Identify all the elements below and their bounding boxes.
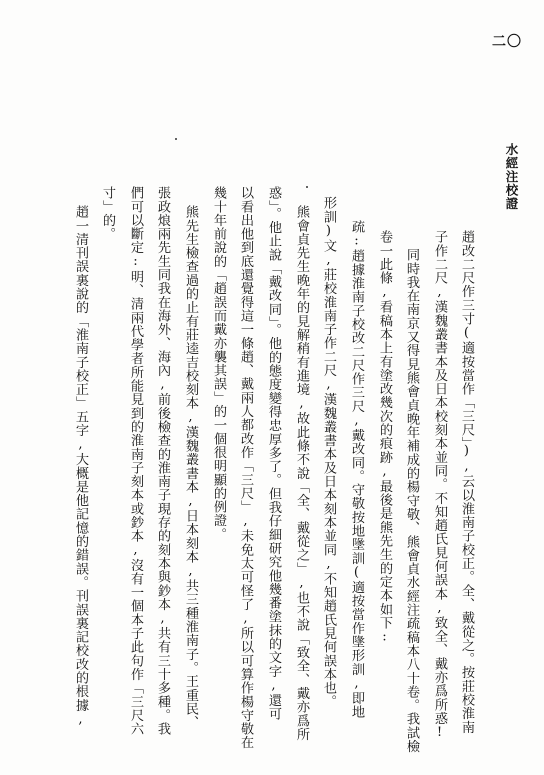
text-column: 以看出他到底還覺得這一條趙、戴兩人都改作「三尺」,未免太可怪了,所以可算作楊守敬在 — [238, 186, 253, 750]
text-column: 形訓)文,莊校淮南子作二尺,漢魏叢書本及日本刻本並同,不知趙氏見何誤本也。 — [321, 196, 336, 709]
text-column: 趙一清刊誤裏說的「淮南子校正」五字,大概是他記憶的錯誤。刊誤裏記校改的根據, — [73, 205, 88, 728]
scan-speck — [306, 186, 308, 188]
text-column: 張政烺兩先生同我在海外、海內,前後檢查的淮南子現存的刻本與鈔本,共有三十多種。我 — [155, 186, 170, 736]
text-column: 幾十年前說的「趙誤而戴亦襲其誤」的一個很明顯的例證。 — [211, 186, 226, 541]
text-column: 們可以斷定:明、清兩代學者所能見到的淮南子刻本或鈔本,沒有一個本子此句作「三尺六 — [128, 186, 143, 736]
scan-speck — [175, 138, 177, 140]
text-column: 子作二尺,漢魏叢書本及日本校刻本並同。不知趙氏見何誤本,致全、戴亦爲所惑! — [432, 230, 447, 741]
text-column: 同時我在南京又得見熊會貞晚年補成的楊守敬、熊會貞水經注疏稿本八十卷。我試檢 — [404, 248, 419, 754]
text-column: 趙改二尺作三寸(適按當作「三尺」),云以淮南子校正。全、戴從之。按莊校淮南 — [459, 230, 474, 734]
running-header-title: 水經注校證 — [504, 143, 519, 211]
text-column: 熊先生檢查過的止有莊逵吉校刻本,漢魏叢書本,日本刻本,共三種淮南子。王重民、 — [183, 205, 198, 730]
text-column: 惑」。他止說「戴改同」。他的態度變得忠厚多了。但我仔細研究他幾番塗抹的文字,還可 — [266, 186, 281, 721]
page-number: 二〇 — [492, 34, 522, 50]
text-column: 熊會貞先生晚年的見解稍有進境,故此條不說「全、戴從之」,也不說「致全、戴亦爲所 — [294, 205, 309, 741]
text-column: 疏:趙據淮南子校改二尺作三尺,戴改同。守敬按地墬訓(適按當作墬形訓,即地 — [349, 220, 364, 719]
text-column: 寸」的。 — [100, 186, 115, 241]
text-column: 卷一此條,看稿本上有塗改幾次的痕跡,最後是熊先生的定本如下: — [377, 230, 392, 645]
